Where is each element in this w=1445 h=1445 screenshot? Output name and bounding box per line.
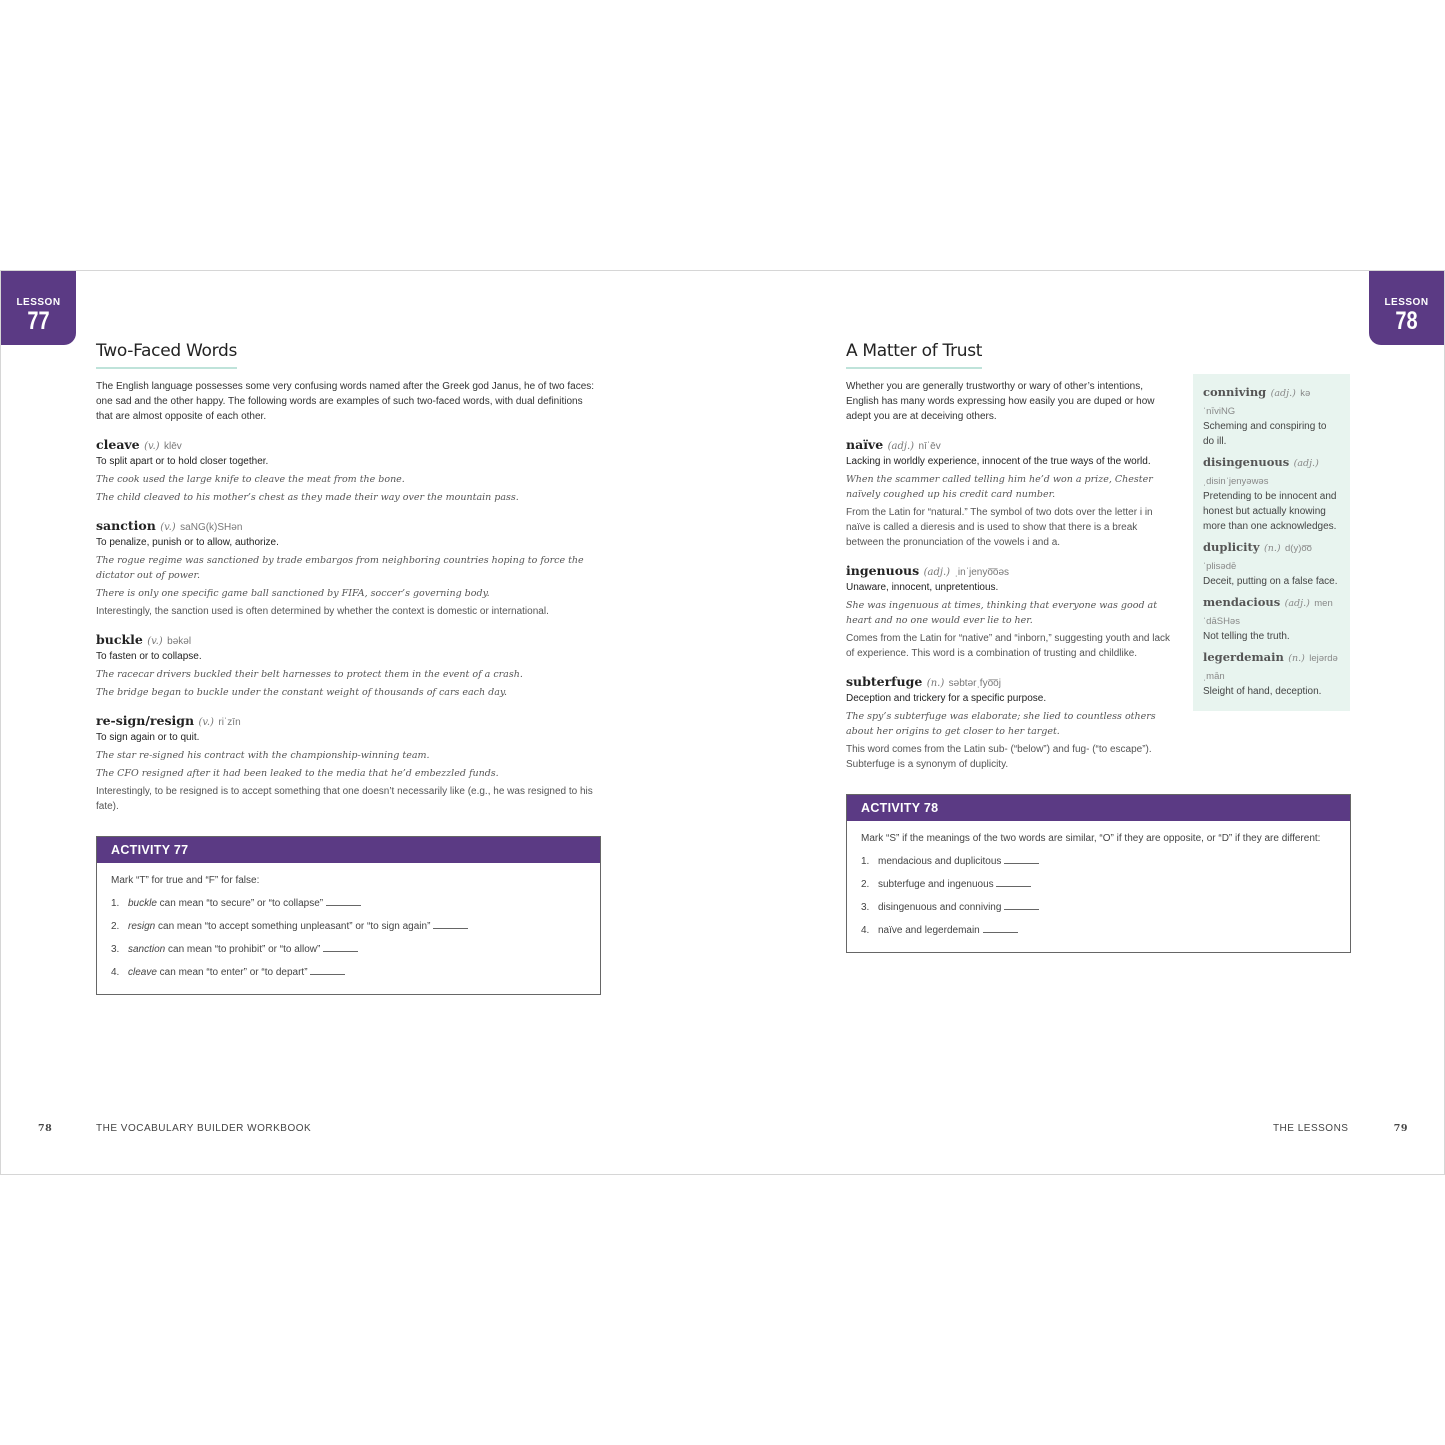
definition: To sign again or to quit.	[96, 732, 200, 743]
pronunciation: nīˈēv	[918, 441, 941, 452]
activity-items	[861, 854, 1336, 938]
pronunciation: menˈdāSHəs	[1203, 598, 1333, 627]
sidebar-headword-line	[1203, 593, 1340, 629]
definition: To fasten or to collapse.	[96, 651, 202, 662]
headword: ingenuous	[846, 563, 920, 578]
activity-item	[111, 965, 586, 980]
usage-note: This word comes from the Latin sub- (“below”) and fug- (“to escape”). Subterfuge is a synonym of duplicity.	[846, 744, 1152, 770]
definition: Deceit, putting on a false face.	[1203, 576, 1338, 587]
intro-paragraph: The English language possesses some very confusing words named after the Greek god Janus, he of two faces: one sad and the other happy. The following words are examples of such two-faced words, with dual definitions that are almost opposite of each other.	[96, 381, 595, 422]
sidebar-headword-line	[1203, 383, 1340, 419]
part-of-speech: (adj.)	[887, 441, 915, 452]
answer-blank[interactable]	[1004, 901, 1039, 910]
headword: buckle	[96, 632, 143, 647]
example-sentence: The racecar drivers buckled their belt harnesses to protect them in the event of a crash.	[96, 669, 523, 680]
item-text: naïve and legerdemain	[878, 925, 983, 936]
vocabulary-entries	[96, 436, 601, 814]
activity-item	[861, 923, 1336, 938]
lesson-number: 78	[1395, 307, 1418, 335]
definition: To split apart or to hold closer together.	[96, 456, 269, 467]
vocabulary-sidebar	[1193, 374, 1350, 711]
vocabulary-entry	[846, 436, 1176, 550]
part-of-speech: (v.)	[147, 636, 163, 647]
pronunciation: kəˈnīviNG	[1203, 388, 1311, 417]
item-text: can mean “to accept something unpleasant” or “to sign again”	[155, 921, 434, 932]
example-sentence: The spy’s subterfuge was elaborate; she lied to countless others about her origins to get closer to her target.	[846, 711, 1156, 737]
part-of-speech: (v.)	[160, 522, 176, 533]
sidebar-headword-line	[1203, 453, 1340, 489]
entry-headword-line	[96, 436, 601, 454]
footer-right	[1273, 1123, 1408, 1134]
footer-title: THE LESSONS	[1272, 1123, 1349, 1134]
part-of-speech: (n.)	[1264, 543, 1281, 554]
activity-item	[111, 896, 586, 911]
example-sentence: The CFO resigned after it had been leaked to the media that he’d embezzled funds.	[96, 768, 499, 779]
page-number: 78	[38, 1123, 53, 1134]
sidebar-entry	[1203, 538, 1340, 589]
page-title: A Matter of Trust	[846, 341, 982, 369]
activity-instruction: Mark “T” for true and “F” for false:	[111, 875, 260, 886]
intro-paragraph: Whether you are generally trustworthy or wary of other’s intentions, English has many words expressing how easily you are duped or how adept you are at deceiving others.	[846, 381, 1155, 422]
part-of-speech: (adj.)	[1293, 458, 1319, 469]
pronunciation: bəkəl	[167, 636, 192, 647]
definition: To penalize, punish or to allow, authorize.	[96, 537, 279, 548]
lesson-label: LESSON	[1384, 297, 1429, 308]
item-text: subterfuge and ingenuous	[878, 879, 997, 890]
item-text: mendacious and duplicitous	[878, 856, 1005, 867]
book-spread	[0, 270, 1445, 1175]
activity-item	[861, 877, 1336, 892]
vocabulary-entry	[846, 673, 1176, 772]
item-text: disingenuous and conniving	[878, 902, 1005, 913]
item-term: resign	[128, 921, 156, 932]
lesson-tab-left	[1, 271, 76, 345]
definition: Not telling the truth.	[1203, 631, 1290, 642]
activity-box	[96, 836, 601, 995]
headword: conniving	[1203, 385, 1267, 399]
definition: Lacking in worldly experience, innocent of the true ways of the world.	[846, 456, 1151, 467]
answer-blank[interactable]	[996, 878, 1031, 887]
answer-blank[interactable]	[433, 920, 468, 929]
vocabulary-entry	[846, 562, 1176, 661]
headword: legerdemain	[1203, 650, 1284, 664]
entry-headword-line	[96, 631, 601, 649]
sidebar-headword-line	[1203, 538, 1340, 574]
definition: Sleight of hand, deception.	[1203, 686, 1322, 697]
entry-headword-line	[846, 562, 1176, 580]
item-term: buckle	[128, 898, 157, 909]
item-term: cleave	[128, 967, 157, 978]
entry-headword-line	[96, 712, 601, 730]
page-number: 79	[1393, 1123, 1408, 1134]
usage-note: Interestingly, to be resigned is to accept something that one doesn’t necessarily like (e.g., he was resigned to his fate).	[96, 786, 593, 812]
usage-note: Comes from the Latin for “native” and “inborn,” suggesting youth and lack of experience. This word is a combination of trusting and childlike.	[846, 633, 1171, 659]
example-sentence: The rogue regime was sanctioned by trade embargos from neighboring countries hoping to force the dictator out of power.	[96, 555, 584, 581]
headword: mendacious	[1203, 595, 1281, 609]
footer-title: THE VOCABULARY BUILDER WORKBOOK	[96, 1123, 312, 1134]
activity-item	[861, 854, 1336, 869]
sidebar-entry	[1203, 453, 1340, 534]
headword: naïve	[846, 437, 884, 452]
answer-blank[interactable]	[323, 943, 358, 952]
answer-blank[interactable]	[1004, 855, 1039, 864]
activity-instruction: Mark “S” if the meanings of the two words are similar, “O” if they are opposite, or “D” if they are different:	[861, 833, 1321, 844]
activity-item	[111, 919, 586, 934]
example-sentence: The bridge began to buckle under the constant weight of thousands of cars each day.	[96, 687, 507, 698]
example-sentence: The star re-signed his contract with the championship-winning team.	[96, 750, 430, 761]
left-page	[96, 341, 601, 995]
example-sentence: When the scammer called telling him he’d won a prize, Chester naïvely coughed up his credit card number.	[846, 474, 1153, 500]
pronunciation: ˌdisinˈjenyəwəs	[1203, 476, 1269, 487]
item-number: 1.	[111, 898, 120, 909]
sidebar-entry	[1203, 593, 1340, 644]
headword: re-sign/resign	[96, 713, 195, 728]
item-number: 2.	[111, 921, 120, 932]
vocabulary-entry	[96, 517, 601, 619]
example-sentence: There is only one specific game ball sanctioned by FIFA, soccer’s governing body.	[96, 588, 490, 599]
lesson-number: 77	[27, 307, 50, 335]
part-of-speech: (adj.)	[1270, 388, 1296, 399]
part-of-speech: (adj.)	[1284, 598, 1310, 609]
item-number: 4.	[861, 925, 870, 936]
answer-blank[interactable]	[983, 924, 1018, 933]
page-title: Two-Faced Words	[96, 341, 237, 369]
headword: duplicity	[1203, 540, 1260, 554]
entry-headword-line	[96, 517, 601, 535]
part-of-speech: (adj.)	[923, 567, 951, 578]
sidebar-entry	[1203, 648, 1340, 699]
item-number: 1.	[861, 856, 870, 867]
definition: Unaware, innocent, unpretentious.	[846, 582, 999, 593]
vocabulary-entry	[96, 631, 601, 700]
item-number: 3.	[111, 944, 120, 955]
pronunciation: riˈzīn	[218, 717, 241, 728]
entry-headword-line	[846, 673, 1176, 691]
headword: subterfuge	[846, 674, 923, 689]
lesson-tab-right	[1369, 271, 1444, 345]
example-sentence: The child cleaved to his mother’s chest as they made their way over the mountain pass.	[96, 492, 519, 503]
activity-item	[861, 900, 1336, 915]
pronunciation: lejərdəˌmān	[1203, 653, 1338, 682]
entry-headword-line	[846, 436, 1176, 454]
usage-note: From the Latin for “natural.” The symbol of two dots over the letter i in naïve is called a dieresis and is used to show that there is a break between the pronunciation of the vowels i and a.	[846, 507, 1153, 548]
activity-items	[111, 896, 586, 980]
item-text: can mean “to prohibit” or “to allow”	[165, 944, 324, 955]
definition: Pretending to be innocent and honest but actually knowing more than one acknowledges.	[1203, 491, 1337, 532]
pronunciation: səbtərˌfyo͞oj	[948, 678, 1001, 689]
vocabulary-entries	[846, 436, 1176, 772]
vocabulary-entry	[96, 712, 601, 814]
headword: disingenuous	[1203, 455, 1290, 469]
part-of-speech: (v.)	[198, 717, 214, 728]
item-term: sanction	[128, 944, 166, 955]
part-of-speech: (n.)	[1288, 653, 1305, 664]
item-text: can mean “to enter” or “to depart”	[156, 967, 311, 978]
pronunciation: d(y)o͞oˈplisədē	[1203, 543, 1312, 572]
answer-blank[interactable]	[310, 966, 345, 975]
part-of-speech: (n.)	[926, 678, 945, 689]
activity-title: ACTIVITY 77	[97, 837, 600, 863]
vocabulary-entry	[96, 436, 601, 505]
pronunciation: klēv	[164, 441, 182, 452]
example-sentence: The cook used the large knife to cleave the meat from the bone.	[96, 474, 405, 485]
item-text: can mean “to secure” or “to collapse”	[156, 898, 326, 909]
headword: cleave	[96, 437, 140, 452]
pronunciation: ˌinˈjenyo͞oəs	[954, 567, 1010, 578]
activity-box	[846, 794, 1351, 953]
headword: sanction	[96, 518, 156, 533]
activity-title: ACTIVITY 78	[847, 795, 1350, 821]
part-of-speech: (v.)	[144, 441, 160, 452]
definition: Scheming and conspiring to do ill.	[1203, 421, 1327, 447]
example-sentence: She was ingenuous at times, thinking that everyone was good at heart and no one would ever lie to her.	[846, 600, 1158, 626]
usage-note: Interestingly, the sanction used is often determined by whether the context is domestic or international.	[96, 606, 549, 617]
lesson-label: LESSON	[16, 297, 61, 308]
item-number: 2.	[861, 879, 870, 890]
activity-item	[111, 942, 586, 957]
sidebar-headword-line	[1203, 648, 1340, 684]
item-number: 4.	[111, 967, 120, 978]
item-number: 3.	[861, 902, 870, 913]
sidebar-entry	[1203, 383, 1340, 449]
footer-left	[38, 1123, 312, 1134]
answer-blank[interactable]	[326, 897, 361, 906]
pronunciation: saNG(k)SHən	[180, 522, 243, 533]
definition: Deception and trickery for a specific purpose.	[846, 693, 1047, 704]
